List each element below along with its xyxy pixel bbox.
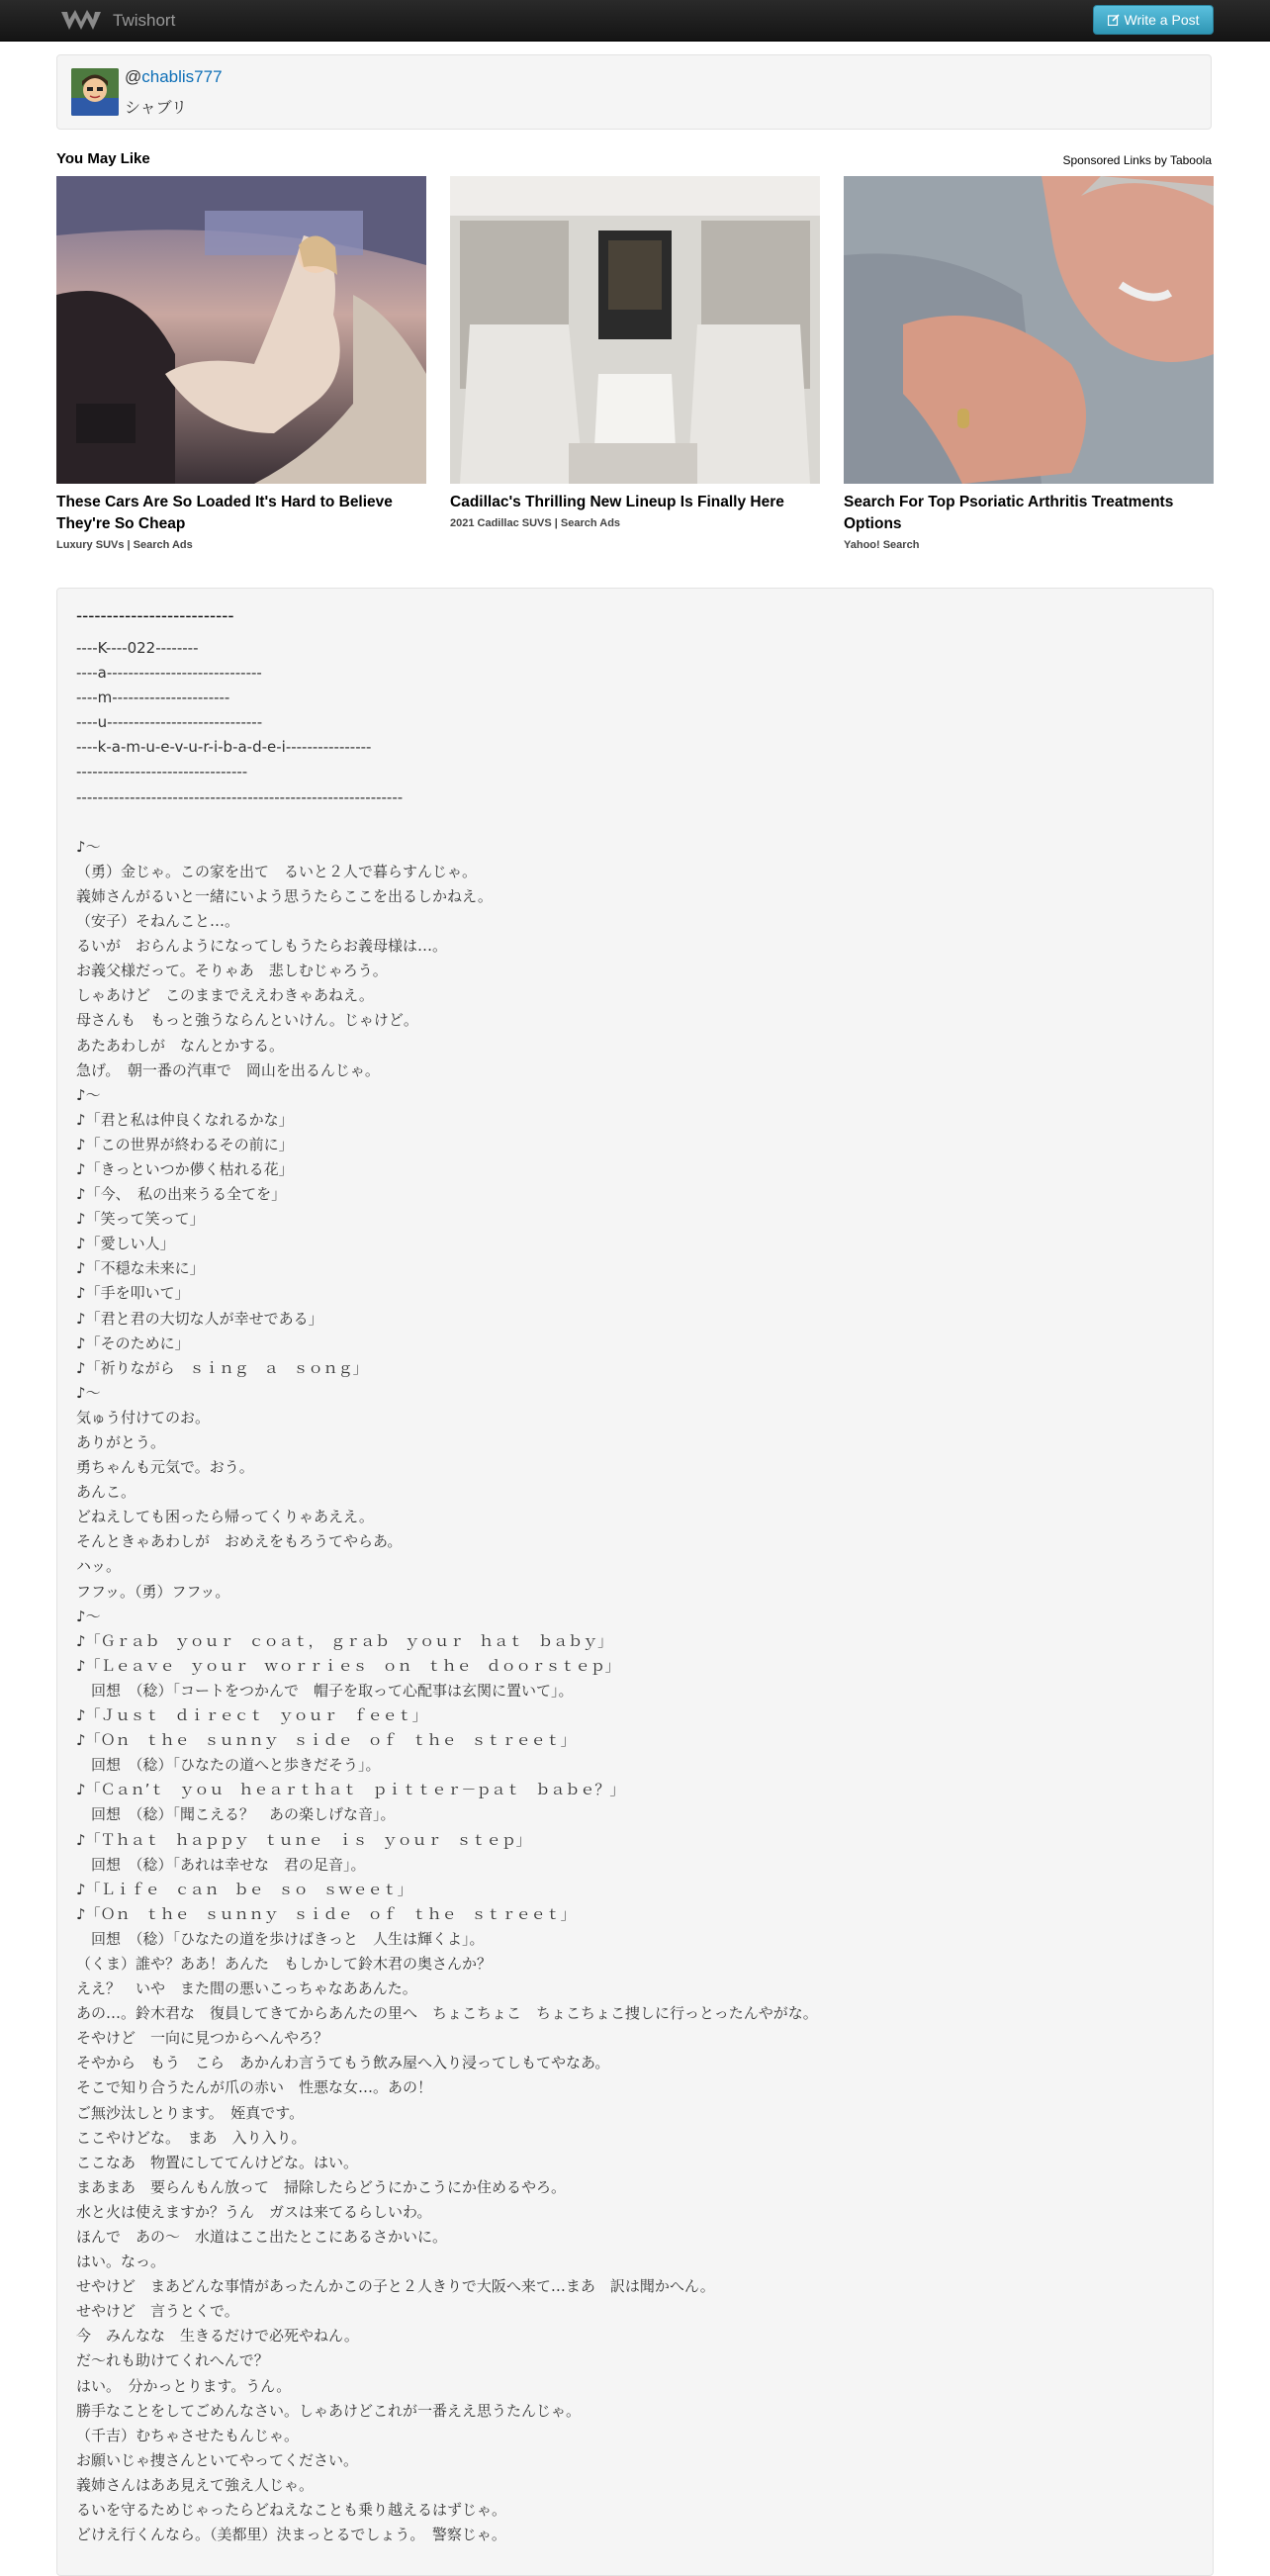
- author-card: [56, 54, 1212, 130]
- post-line: ♪～: [76, 1607, 101, 1625]
- post-line: ♪「君と君の大切な人が幸せである」: [76, 1309, 323, 1328]
- edit-icon: [1108, 14, 1120, 26]
- post-line: ----K----022--------: [76, 639, 199, 657]
- sponsored-links-label[interactable]: Sponsored Links by Taboola: [1062, 153, 1212, 167]
- card-thumbnail[interactable]: [56, 176, 426, 484]
- post-line: ここなあ 物置にしててんけどな。はい。: [76, 2153, 359, 2171]
- post-line: ♪～: [76, 1383, 101, 1402]
- post-line: ♪「Ｌｅａｖｅ ｙｏｕｒ ｗｏｒｒｉｅｓ ｏｎ ｔｈｅ ｄｏｏｒｓｔｅｐ」: [76, 1656, 620, 1675]
- post-line: ご無沙汰しとります。 姪真です。: [76, 2103, 305, 2122]
- post-body: [56, 588, 1214, 2576]
- card-title[interactable]: Cadillac's Thrilling New Lineup Is Finally Here: [450, 494, 784, 510]
- post-line: ここやけどな。 まあ 入り入り。: [76, 2128, 307, 2147]
- post-line: ♪「そのために」: [76, 1334, 190, 1352]
- post-line: （千吉）むちゃさせたもんじゃ。: [76, 2426, 300, 2444]
- post-line: 勇ちゃんも元気で。おう。: [76, 1458, 254, 1477]
- post-line: （くま）誰や？ああ！あんた もしかして鈴木君の奥さんか？: [76, 1954, 493, 1973]
- avatar[interactable]: [71, 68, 119, 116]
- card-source: Luxury SUVs | Search Ads: [56, 539, 193, 551]
- post-line: ----k-a-m-u-e-v-u-r-i-b-a-d-e-i----------------: [76, 738, 372, 757]
- post-line: ええ？ いや また間の悪いこっちゃなああんた。: [76, 1979, 417, 1998]
- display-name: シャブリ: [125, 98, 188, 117]
- post-line: だ～れも助けてくれへんで？: [76, 2351, 269, 2370]
- post-line: ♪「Ｊｕｓｔ ｄｉｒｅｃｔ ｙｏｕｒ ｆｅｅｔ」: [76, 1706, 427, 1725]
- post-line: ♪「Ｏｎ ｔｈｅ ｓｕｎｎｙ ｓｉｄｅ ｏｆ ｔｈｅ ｓｔｒｅｅｔ」: [76, 1904, 576, 1923]
- post-line: （勇）金じゃ。この家を出て るいと２人で暮らすんじゃ。: [76, 862, 478, 880]
- card-thumbnail[interactable]: [450, 176, 820, 484]
- post-header: --------------------------: [76, 606, 234, 626]
- post-line: 回想 （稔）「ひなたの道を歩けばきっと 人生は輝くよ」。: [76, 1929, 485, 1948]
- post-line: ♪「君と私は仲良くなれるかな」: [76, 1110, 294, 1129]
- post-line: 回想 （稔）「あれは幸せな 君の足音」。: [76, 1855, 366, 1874]
- card-source: Yahoo! Search: [844, 539, 920, 551]
- post-text: [76, 636, 1194, 2547]
- post-line: ♪「不穏な未来に」: [76, 1259, 205, 1278]
- you-may-like-heading: You May Like: [56, 150, 150, 167]
- post-line: ♪「Ｇｒａｂ ｙｏｕｒ ｃｏａｔ， ｇｒａｂ ｙｏｕｒ ｈａｔ ｂａｂｙ」: [76, 1631, 613, 1650]
- post-line: 勝手なことをしてごめんなさい。しゃあけどこれが一番ええ思うたんじゃ。: [76, 2401, 582, 2420]
- recommendation-cards: [56, 176, 1214, 552]
- post-line: はい。なっ。: [76, 2253, 166, 2271]
- post-line: -------------------------------------------------------------: [76, 787, 404, 806]
- post-line: ほんで あの～ 水道はここ出たとこにあるさかいに。: [76, 2228, 448, 2246]
- recommendation-card[interactable]: [844, 176, 1214, 551]
- post-line: [76, 810, 1194, 835]
- post-line: まあまあ 要らんもん放って 掃除したらどうにかこうにか住めるやろ。: [76, 2177, 567, 2196]
- post-line: るいを守るためじゃったらどねえなことも乗り越えるはずじゃ。: [76, 2501, 507, 2520]
- post-line: ♪「愛しい人」: [76, 1235, 175, 1253]
- post-line: るいが おらんようになってしもうたらお義母様は…。: [76, 937, 448, 956]
- username: [125, 67, 223, 87]
- post-line: ♪「笑って笑って」: [76, 1210, 205, 1229]
- post-line: そやから もう こら あかんわ言うてもう飲み屋へ入り浸ってしもてやなあ。: [76, 2054, 610, 2072]
- post-line: あの…。鈴木君な 復員してきてからあんたの里へ ちょこちょこ ちょこちょこ捜しに行っとったんやがな。: [76, 2004, 818, 2023]
- post-line: 回想 （稔）「聞こえる？ あの楽しげな音」。: [76, 1805, 396, 1824]
- avatar-image: [71, 68, 119, 116]
- post-line: ----a-----------------------------: [76, 664, 262, 683]
- post-line: ハッ。: [76, 1557, 122, 1576]
- post-line: ♪「Ｏｎ ｔｈｅ ｓｕｎｎｙ ｓｉｄｅ ｏｆ ｔｈｅ ｓｔｒｅｅｔ」: [76, 1731, 576, 1750]
- post-line: せやけど まあどんな事情があったんかこの子と２人きりで大阪へ来て…まあ 訳は聞かへん。: [76, 2277, 715, 2296]
- post-line: そんときゃあわしが おめえをもろうてやらあ。: [76, 1532, 403, 1551]
- post-line: 母さんも もっと強うならんといけん。じゃけど。: [76, 1011, 418, 1030]
- recommendation-card[interactable]: [56, 176, 426, 551]
- post-line: ありがとう。: [76, 1433, 166, 1451]
- post-line: ♪「今、 私の出来うる全てを」: [76, 1185, 287, 1204]
- post-line: どねえしても困ったら帰ってくりゃあええ。: [76, 1508, 374, 1526]
- post-line: ♪「Ｌｉｆｅ ｃａｎ ｂｅ ｓｏ ｓｗｅｅｔ」: [76, 1880, 412, 1898]
- top-navbar: [0, 0, 1270, 42]
- post-line: ----m----------------------: [76, 689, 230, 707]
- post-line: ♪「Ｃａｎ’ｔ ｙｏｕ ｈｅａｒｔｈａｔ ｐｉｔｔｅｒ－ｐａｔ ｂａｂｅ？」: [76, 1781, 625, 1799]
- twishort-logo-icon: [59, 8, 103, 34]
- post-line: あんこ。: [76, 1483, 136, 1502]
- card-title[interactable]: Search For Top Psoriatic Arthritis Treatments Options: [844, 494, 1174, 532]
- post-line: 気ゅう付けてのお。: [76, 1408, 211, 1426]
- write-post-label: Write a Post: [1124, 12, 1200, 28]
- post-line: あたあわしが なんとかする。: [76, 1036, 285, 1055]
- post-line: ♪「Ｔｈａｔ ｈａｐｐｙ ｔｕｎｅ ｉｓ ｙｏｕｒ ｓｔｅｐ」: [76, 1830, 531, 1849]
- post-line: 義姉さんはああ見えて強え人じゃ。: [76, 2475, 315, 2494]
- post-line: --------------------------------: [76, 763, 248, 782]
- post-line: フフッ。（勇）フフッ。: [76, 1582, 230, 1601]
- post-line: ♪～: [76, 1085, 101, 1104]
- post-line: 回想 （稔）「コートをつかんで 帽子を取って心配事は玄関に置いて」。: [76, 1681, 574, 1700]
- card-thumbnail[interactable]: [844, 176, 1214, 484]
- write-post-button[interactable]: [1093, 5, 1214, 35]
- post-line: お願いじゃ捜さんといてやってください。: [76, 2450, 359, 2469]
- post-line: 義姉さんがるいと一緒にいよう思うたらここを出るしかねえ。: [76, 886, 493, 905]
- post-line: そやけど 一向に見つからへんやろ？: [76, 2029, 329, 2048]
- card-title[interactable]: These Cars Are So Loaded It's Hard to Believe They're So Cheap: [56, 494, 393, 532]
- post-line: しゃあけど このままでええわきゃあねえ。: [76, 986, 374, 1005]
- post-line: 急げ。 朝一番の汽車で 岡山を出るんじゃ。: [76, 1060, 380, 1079]
- post-line: 水と火は使えますか？うん ガスは来てるらしいわ。: [76, 2202, 432, 2221]
- post-line: ♪「手を叩いて」: [76, 1284, 190, 1303]
- brand-link[interactable]: [59, 5, 175, 36]
- brand-name: Twishort: [113, 10, 176, 30]
- recommendation-card[interactable]: [450, 176, 820, 529]
- post-line: そこで知り合うたんが爪の赤い 性悪な女…。あの！: [76, 2078, 433, 2097]
- post-line: せやけど 言うとくで。: [76, 2302, 239, 2321]
- user-handle-link[interactable]: chablis777: [141, 67, 223, 86]
- post-line: ----u-----------------------------: [76, 713, 263, 732]
- post-line: 回想 （稔）「ひなたの道へと歩きだそう」。: [76, 1756, 381, 1775]
- post-line: お義父様だって。そりゃあ 悲しむじゃろう。: [76, 962, 388, 980]
- post-line: （安子）そねんこと…。: [76, 912, 240, 931]
- post-line: ♪「祈りながら ｓｉｎｇ ａ ｓｏｎｇ」: [76, 1358, 368, 1377]
- post-line: ♪「この世界が終わるその前に」: [76, 1135, 294, 1153]
- card-source: 2021 Cadillac SUVS | Search Ads: [450, 517, 621, 529]
- at-sign: @: [125, 67, 142, 86]
- post-line: ♪「きっといつか儚く枯れる花」: [76, 1159, 294, 1178]
- post-line: ♪～: [76, 837, 101, 856]
- post-line: はい。 分かっとります。うん。: [76, 2376, 292, 2395]
- post-line: 今 みんなな 生きるだけで必死やねん。: [76, 2327, 359, 2346]
- post-line: どけえ行くんなら。（美都里）決まっとるでしょう。 警察じゃ。: [76, 2526, 506, 2544]
